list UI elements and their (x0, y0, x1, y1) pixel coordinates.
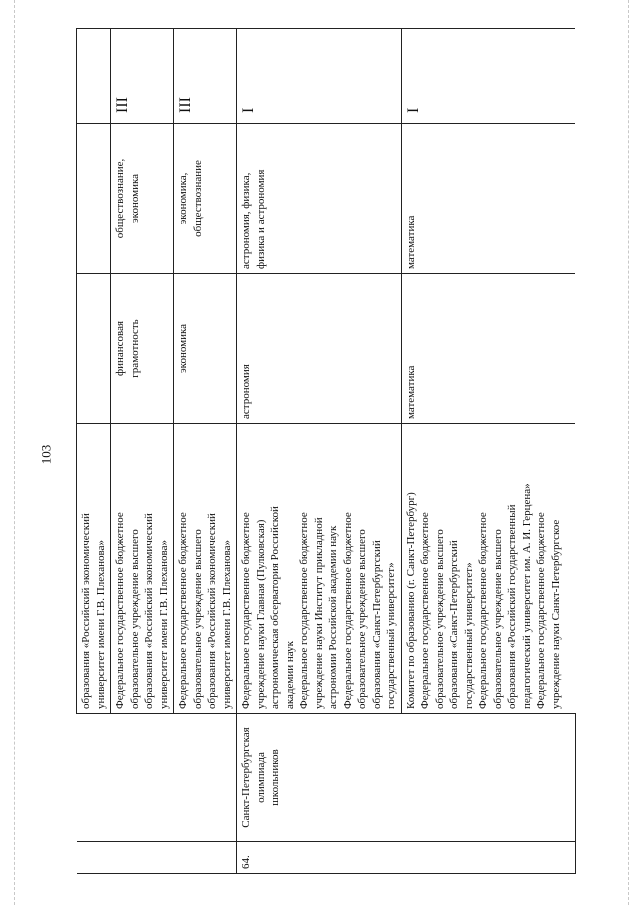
profile-cell: астрономия (237, 274, 402, 424)
organizer-line: Федеральное государственное бюджетное (298, 512, 310, 709)
organizer-cell (237, 424, 402, 714)
organizer-line: университет имени Г.В. Плеханова» (157, 540, 170, 709)
row-number-cell (77, 842, 237, 874)
subject-cell: астрономия, физика, физика и астрономия (237, 124, 402, 274)
organizer-line: Федеральное государственное бюджетное (177, 512, 189, 709)
table-row (237, 29, 402, 874)
olympiad-name-cell (77, 714, 237, 842)
olympiad-name-cell (237, 714, 576, 842)
olympiad-name-line: школьников (269, 749, 281, 806)
scan-margin-line (14, 0, 16, 905)
level-cell (77, 29, 111, 124)
organizer-line: педагогический университет им. А. И. Герцена» (520, 483, 533, 709)
organizer-cell (111, 424, 174, 714)
subject-cell: обществознание, экономика (111, 124, 174, 274)
organizer-cell (401, 424, 575, 714)
organizer-line: Федеральное государственное бюджетное (341, 512, 354, 709)
organizer-line: образовательное учреждение высшего (433, 529, 446, 709)
organizer-line: образования «Российский экономический (206, 513, 218, 709)
organizer-cell (77, 424, 111, 714)
organizer-line: образования «Российский экономический (143, 513, 155, 709)
organizer-line: Федеральное государственное бюджетное (477, 512, 489, 709)
organizer-line: государственный университет» (385, 562, 397, 709)
subject-cell: экономика, обществознание (174, 124, 237, 274)
organizer-line: Комитет по образованию (г. Санкт-Петербург) (404, 492, 417, 709)
rotated-table-wrapper (76, 29, 564, 874)
organizer-line: Федеральное государственное бюджетное (240, 512, 252, 709)
organizer-line: образования «Российский государственный (506, 504, 518, 709)
organizer-line: университет имени Г.В. Плеханова» (220, 540, 233, 709)
level-cell: I (401, 29, 575, 124)
organizer-line: Федеральное государственное бюджетное (114, 512, 126, 709)
organizer-line: Федеральное государственное бюджетное (535, 512, 547, 709)
organizer-line: образования «Санкт-Петербургский (370, 540, 383, 709)
profile-cell: финансовая грамотность (111, 274, 174, 424)
olympiad-name-line: Санкт-Петербургская (240, 727, 252, 828)
level-cell: I (237, 29, 402, 124)
organizer-line: образовательное учреждение высшего (356, 529, 368, 709)
organizer-line: астрономическая обсерватория Российской (269, 506, 281, 709)
level-cell: III (111, 29, 174, 124)
table-row (77, 29, 111, 874)
organizer-line: образовательное учреждение высшего (491, 529, 504, 709)
row-number-cell: 64. (237, 842, 576, 874)
organizer-line: образовательное учреждение высшего (191, 529, 204, 709)
organizer-line: учреждение науки Институт прикладной (312, 517, 325, 709)
organizer-line: академии наук (283, 641, 296, 709)
scan-margin-line (628, 0, 630, 905)
organizer-line: учреждение науки Санкт-Петербургское (549, 519, 562, 709)
profile-cell (77, 274, 111, 424)
organizer-cell (174, 424, 237, 714)
olympiad-name-line: олимпиада (254, 752, 267, 803)
organizer-line: Федеральное государственное бюджетное (419, 512, 431, 709)
olympiad-table (76, 28, 576, 874)
organizer-line: учреждение науки Главная (Пулковская) (254, 519, 267, 709)
organizer-line: государственный университет» (462, 562, 475, 709)
subject-cell: математика (401, 124, 575, 274)
level-cell: III (174, 29, 237, 124)
subject-cell (77, 124, 111, 274)
page-number: 103 (38, 444, 54, 465)
organizer-line: образовательное учреждение высшего (128, 529, 141, 709)
profile-cell: математика (401, 274, 575, 424)
organizer-line: университет имени Г.В. Плеханова» (94, 540, 107, 709)
organizer-line: астрономии Российской академии наук (327, 525, 339, 709)
organizer-line: образования «Российский экономический (80, 513, 92, 709)
profile-cell: экономика (174, 274, 237, 424)
organizer-line: образования «Санкт-Петербургский (448, 540, 460, 709)
